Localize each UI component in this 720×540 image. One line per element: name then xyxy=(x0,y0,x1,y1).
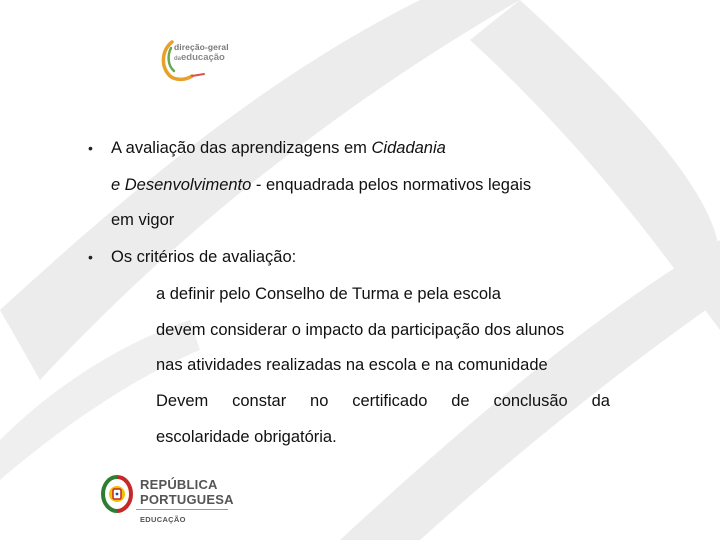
sub3-word: de xyxy=(451,392,470,410)
rp-logo-divider xyxy=(136,509,228,510)
dge-logo-line1: direção-geral xyxy=(174,42,229,52)
bullet1-line3: em vigor xyxy=(111,211,175,229)
republica-portuguesa-emblem-icon xyxy=(100,474,134,514)
sub-item-1: a definir pelo Conselho de Turma e pela escola xyxy=(156,285,501,303)
dge-logo-prefix: da xyxy=(174,56,182,62)
sub3-word: da xyxy=(591,392,610,410)
rp-logo-line1: REPÚBLICA xyxy=(140,477,218,492)
sub3-word: conclusão xyxy=(493,392,568,410)
sub-item-2-line2: nas atividades realizadas na escola e na comunidade xyxy=(156,356,548,374)
rp-logo-line3: EDUCAÇÃO xyxy=(140,515,186,524)
dge-logo-line2-word: educação xyxy=(181,52,225,63)
bullet1-line2-italic: e Desenvolvimento xyxy=(111,176,252,194)
sub-item-3-line2: escolaridade obrigatória. xyxy=(156,428,337,446)
sub3-word: no xyxy=(310,392,329,410)
bullet1-line2-text: - enquadrada pelos normativos legais xyxy=(251,176,532,194)
bullet1-line1-italic: Cidadania xyxy=(371,139,446,157)
bullet1-line1 xyxy=(111,138,446,158)
sub3-word: constar xyxy=(232,392,287,410)
bullet-marker-2: • xyxy=(88,249,93,265)
bullet2-line1: Os critérios de avaliação: xyxy=(111,248,297,266)
sub3-word: certificado xyxy=(352,392,428,410)
sub-item-2-line1: devem considerar o impacto da participação dos alunos xyxy=(156,321,565,339)
bullet1-line2 xyxy=(111,175,531,195)
rp-logo-line2: PORTUGUESA xyxy=(140,492,234,507)
bullet-marker-1: • xyxy=(88,140,93,156)
dge-logo xyxy=(158,36,238,86)
sub3-word: Devem xyxy=(156,392,209,410)
bullet1-line1-text: A avaliação das aprendizagens em xyxy=(111,139,372,157)
sub-item-3-line1 xyxy=(156,391,610,411)
republica-portuguesa-logo xyxy=(100,474,240,530)
dge-logo-line2 xyxy=(174,52,225,63)
